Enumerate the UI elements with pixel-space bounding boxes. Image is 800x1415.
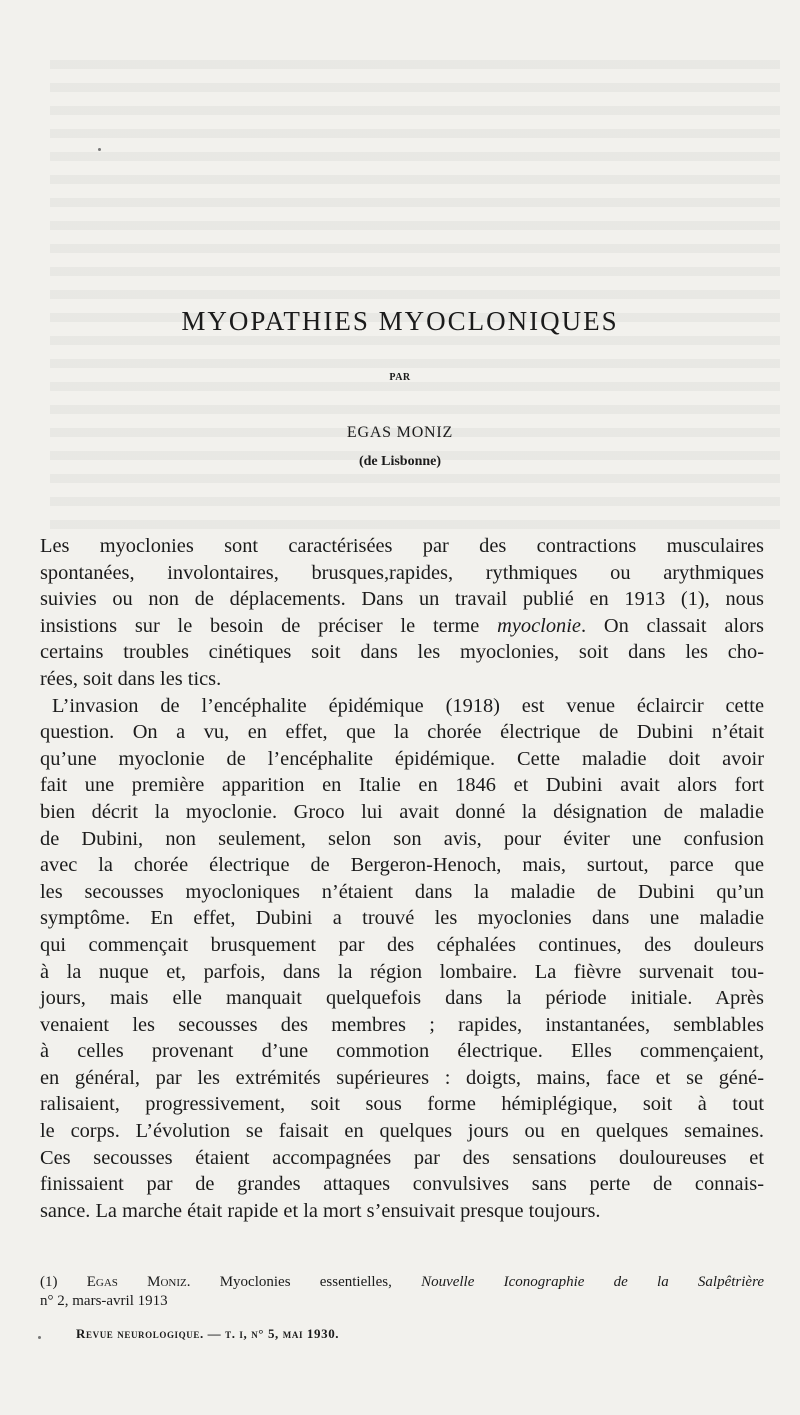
- body-line: L’invasion de l’encéphalite épidémique (1918) est venue éclaircir cette: [52, 694, 764, 717]
- body-line: de Dubini, non seulement, selon son avis, pour éviter une confusion: [40, 827, 764, 850]
- footnote: [40, 1273, 764, 1311]
- body-line: avec la chorée électrique de Bergeron-Henoch, mais, surtout, parce que: [40, 854, 764, 877]
- margin-dot: [38, 1336, 41, 1339]
- body-line: ralisaient, progressivement, soit sous forme hémiplégique, soit à tout: [40, 1093, 764, 1116]
- body-line: fait une première apparition en Italie en 1846 et Dubini avait alors fort: [40, 774, 764, 797]
- footnote-line: [40, 1273, 764, 1292]
- footnote-marker: (1): [40, 1274, 58, 1290]
- body-line: qu’une myoclonie de l’encéphalite épidémique. Cette maladie doit avoir: [40, 747, 764, 770]
- body-line: finissaient par de grandes attaques convulsives sans perte de connais-: [40, 1173, 764, 1196]
- body-line: à celles provenant d’une commotion électrique. Elles commençaient,: [40, 1040, 764, 1063]
- running-footer: Revue neurologique. — t. i, n° 5, mai 1930.: [76, 1326, 340, 1341]
- body-line: sance. La marche était rapide et la mort s’ensuivait presque toujours.: [40, 1199, 601, 1222]
- footnote-journal: Nouvelle Iconographie de la Salpêtrière: [421, 1274, 765, 1290]
- article-body: [40, 533, 764, 1224]
- by-label: PAR: [389, 372, 411, 383]
- emphasized-term: myoclonie: [497, 614, 581, 637]
- body-line: bien décrit la myoclonie. Groco lui avait donné la désignation de maladie: [40, 800, 764, 823]
- body-line-with-emphasis: insistions sur le besoin de préciser le terme myoclonie. On classait alors: [40, 614, 764, 637]
- body-line: le corps. L’évolution se faisait en quelques jours ou en quelques semaines.: [40, 1120, 764, 1143]
- body-line: venaient les secousses des membres ; rapides, instantanées, semblables: [40, 1013, 764, 1036]
- body-line: en général, par les extrémités supérieures : doigts, mains, face et se géné-: [40, 1066, 764, 1089]
- article-author: EGAS MONIZ: [346, 424, 454, 441]
- body-line: Ces secousses étaient accompagnées par des sensations douloureuses et: [40, 1146, 764, 1169]
- footnote-text: . Myoclonies essentielles,: [186, 1274, 392, 1290]
- body-line: les secousses myocloniques n’étaient dans la maladie de Dubini qu’un: [40, 880, 764, 903]
- body-line: à la nuque et, parfois, dans la région lombaire. La fièvre survenait tou-: [40, 960, 764, 983]
- body-line: rées, soit dans les tics.: [40, 667, 222, 690]
- footnote-author: Egas Moniz: [86, 1274, 187, 1290]
- article-title: MYOPATHIES MYOCLONIQUES: [181, 306, 619, 336]
- body-line: qui commençait brusquement par des céphalées continues, des douleurs: [40, 933, 764, 956]
- body-line: suivies ou non de déplacements. Dans un travail publié en 1913 (1), nous: [40, 588, 764, 611]
- margin-dot: [98, 148, 101, 151]
- body-line: certains troubles cinétiques soit dans les myoclonies, soit dans les cho-: [40, 641, 764, 664]
- footnote-line: [40, 1292, 764, 1311]
- footnote-prefix: n°: [40, 1293, 54, 1309]
- author-affiliation: (de Lisbonne): [358, 454, 442, 469]
- body-line: spontanées, involontaires, brusques,rapides, rythmiques ou arythmiques: [40, 561, 764, 584]
- body-line: question. On a vu, en effet, que la chorée électrique de Dubini n’était: [40, 721, 764, 744]
- footnote-issue: 2, mars-avril 1913: [57, 1293, 168, 1309]
- body-line: jours, mais elle manquait quelquefois dans la période initiale. Après: [40, 987, 764, 1010]
- body-line: symptôme. En effet, Dubini a trouvé les myoclonies dans une maladie: [40, 907, 764, 930]
- body-line: Les myoclonies sont caractérisées par des contractions musculaires: [40, 535, 764, 557]
